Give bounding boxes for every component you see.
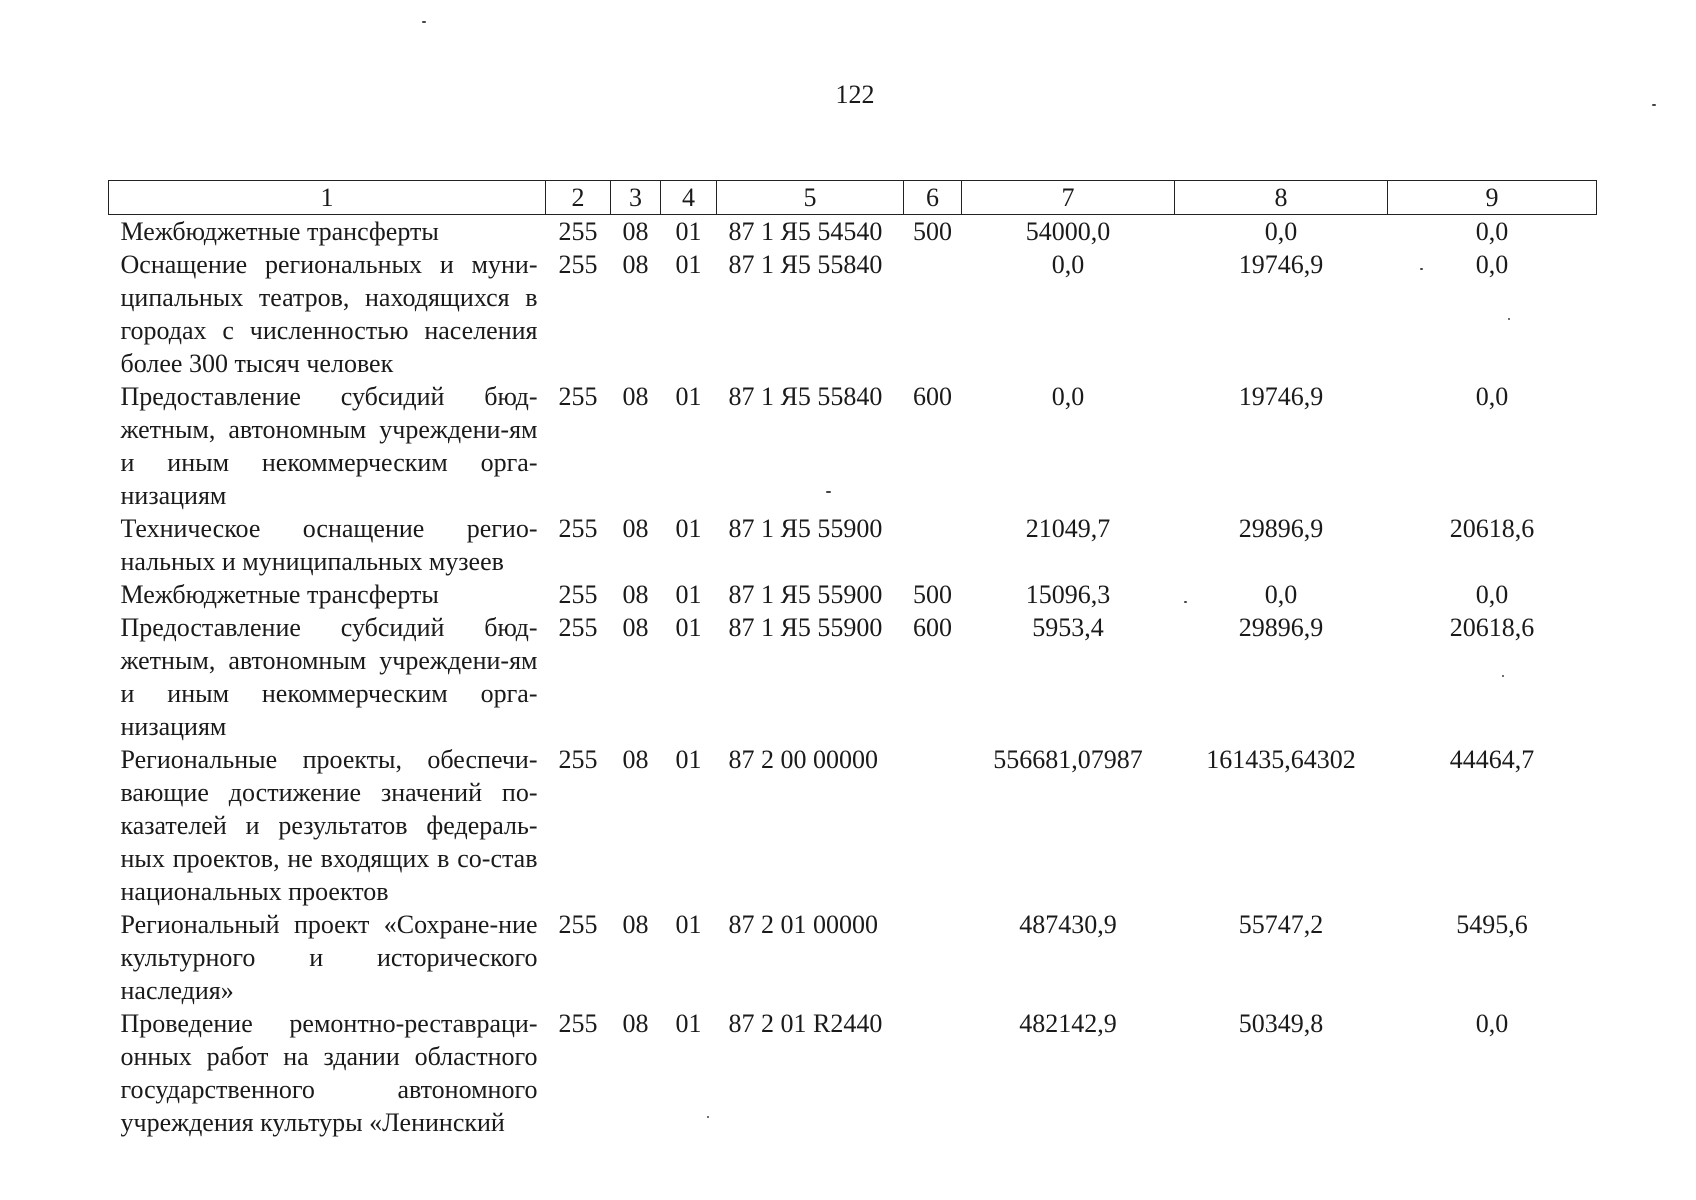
cell-col8: 29896,9 — [1238, 514, 1324, 543]
table-row — [109, 578, 1597, 611]
table-row — [109, 611, 1597, 743]
row-name: Оснащение региональных и муни-ципальных театров, находящихся в городах с численностью населения более 300 тысяч человек — [120, 250, 538, 378]
cell-col3: 08 — [622, 514, 649, 543]
cell-col2: 255 — [558, 514, 598, 543]
header-cell: 7 — [962, 181, 1175, 215]
table-row — [109, 1007, 1597, 1139]
header-cell: 5 — [717, 181, 904, 215]
cell-col7: 487430,9 — [1019, 910, 1117, 939]
cell-col4: 01 — [675, 514, 702, 543]
cell-col7: 556681,07987 — [993, 745, 1143, 774]
cell-col3: 08 — [622, 250, 649, 279]
header-cell: 3 — [611, 181, 661, 215]
cell-col4: 01 — [675, 1009, 702, 1038]
table-row — [109, 248, 1597, 380]
cell-col4: 01 — [675, 745, 702, 774]
scan-speck — [1652, 104, 1656, 106]
cell-col2: 255 — [558, 217, 598, 246]
row-name: Региональный проект «Сохране-ние культурного и исторического наследия» — [120, 910, 538, 1005]
cell-col5: 87 2 00 00000 — [728, 745, 878, 774]
row-name: Межбюджетные трансферты — [120, 580, 439, 609]
row-name: Предоставление субсидий бюд-жетным, автономным учреждени-ям и иным некоммерческим орга-низациям — [120, 613, 538, 741]
cell-col7: 54000,0 — [1025, 217, 1111, 246]
cell-col9: 0,0 — [1475, 217, 1509, 246]
row-name: Проведение ремонтно-реставраци-онных работ на здании областного государственного автономного учреждения культуры «Ленинский — [120, 1009, 538, 1137]
cell-col4: 01 — [675, 613, 702, 642]
cell-col5: 87 1 Я5 55900 — [728, 514, 883, 543]
cell-col2: 255 — [558, 250, 598, 279]
cell-col4: 01 — [675, 250, 702, 279]
cell-col5: 87 2 01 00000 — [728, 910, 878, 939]
page-number: 122 — [835, 80, 875, 109]
budget-table — [108, 180, 1597, 1139]
cell-col6 — [904, 1007, 962, 1139]
cell-col7: 15096,3 — [1025, 580, 1111, 609]
cell-col2: 255 — [558, 1009, 598, 1038]
cell-col8: 19746,9 — [1238, 250, 1324, 279]
cell-col4: 01 — [675, 580, 702, 609]
header-cell: 9 — [1388, 181, 1597, 215]
cell-col8: 0,0 — [1264, 217, 1298, 246]
row-name: Техническое оснащение регио-нальных и муниципальных музеев — [120, 514, 538, 576]
header-cell: 4 — [661, 181, 717, 215]
cell-col4: 01 — [675, 217, 702, 246]
cell-col7: 5953,4 — [1032, 613, 1104, 642]
cell-col9: 44464,7 — [1449, 745, 1535, 774]
cell-col9: 0,0 — [1475, 250, 1509, 279]
scan-speck — [422, 21, 426, 23]
cell-col2: 255 — [558, 580, 598, 609]
cell-col9: 0,0 — [1475, 382, 1509, 411]
cell-col9: 5495,6 — [1456, 910, 1528, 939]
cell-col7: 482142,9 — [1019, 1009, 1117, 1038]
table-row — [109, 215, 1597, 249]
cell-col3: 08 — [622, 382, 649, 411]
cell-col5: 87 1 Я5 55840 — [728, 382, 883, 411]
cell-col6 — [904, 248, 962, 380]
table-row — [109, 908, 1597, 1007]
cell-col5: 87 2 01 R2440 — [728, 1009, 883, 1038]
table-row — [109, 380, 1597, 512]
cell-col2: 255 — [558, 745, 598, 774]
cell-col5: 87 1 Я5 55900 — [728, 580, 883, 609]
cell-col9: 20618,6 — [1449, 613, 1535, 642]
table-row — [109, 743, 1597, 908]
cell-col7: 0,0 — [1051, 382, 1085, 411]
cell-col3: 08 — [622, 1009, 649, 1038]
cell-col3: 08 — [622, 613, 649, 642]
cell-col6: 500 — [913, 217, 952, 246]
header-cell: 6 — [904, 181, 962, 215]
cell-col6: 600 — [913, 613, 952, 642]
cell-col6: 500 — [913, 580, 952, 609]
table-header-row — [109, 181, 1597, 215]
cell-col7: 21049,7 — [1025, 514, 1111, 543]
table-row — [109, 512, 1597, 578]
header-cell: 8 — [1175, 181, 1388, 215]
cell-col9: 20618,6 — [1449, 514, 1535, 543]
cell-col8: 29896,9 — [1238, 613, 1324, 642]
cell-col7: 0,0 — [1051, 250, 1085, 279]
cell-col5: 87 1 Я5 55900 — [728, 613, 883, 642]
cell-col8: 0,0 — [1264, 580, 1298, 609]
cell-col5: 87 1 Я5 55840 — [728, 250, 883, 279]
cell-col9: 0,0 — [1475, 580, 1509, 609]
cell-col8: 19746,9 — [1238, 382, 1324, 411]
cell-col3: 08 — [622, 580, 649, 609]
cell-col2: 255 — [558, 910, 598, 939]
cell-col4: 01 — [675, 910, 702, 939]
cell-col2: 255 — [558, 382, 598, 411]
row-name: Межбюджетные трансферты — [120, 217, 439, 246]
cell-col5: 87 1 Я5 54540 — [728, 217, 883, 246]
row-name: Региональные проекты, обеспечи-вающие достижение значений по-казателей и результатов федераль-ных проектов, не входящих в со-став национальных проектов — [120, 745, 538, 906]
cell-col8: 55747,2 — [1238, 910, 1324, 939]
row-name: Предоставление субсидий бюд-жетным, автономным учреждени-ям и иным некоммерческим орга-низациям — [120, 382, 538, 510]
cell-col3: 08 — [622, 745, 649, 774]
cell-col3: 08 — [622, 910, 649, 939]
cell-col3: 08 — [622, 217, 649, 246]
header-cell: 2 — [546, 181, 611, 215]
cell-col6 — [904, 743, 962, 908]
cell-col4: 01 — [675, 382, 702, 411]
cell-col6 — [904, 512, 962, 578]
cell-col8: 161435,64302 — [1206, 745, 1356, 774]
cell-col6: 600 — [913, 382, 952, 411]
cell-col6 — [904, 908, 962, 1007]
cell-col8: 50349,8 — [1238, 1009, 1324, 1038]
cell-col9: 0,0 — [1475, 1009, 1509, 1038]
header-cell: 1 — [109, 181, 546, 215]
cell-col2: 255 — [558, 613, 598, 642]
